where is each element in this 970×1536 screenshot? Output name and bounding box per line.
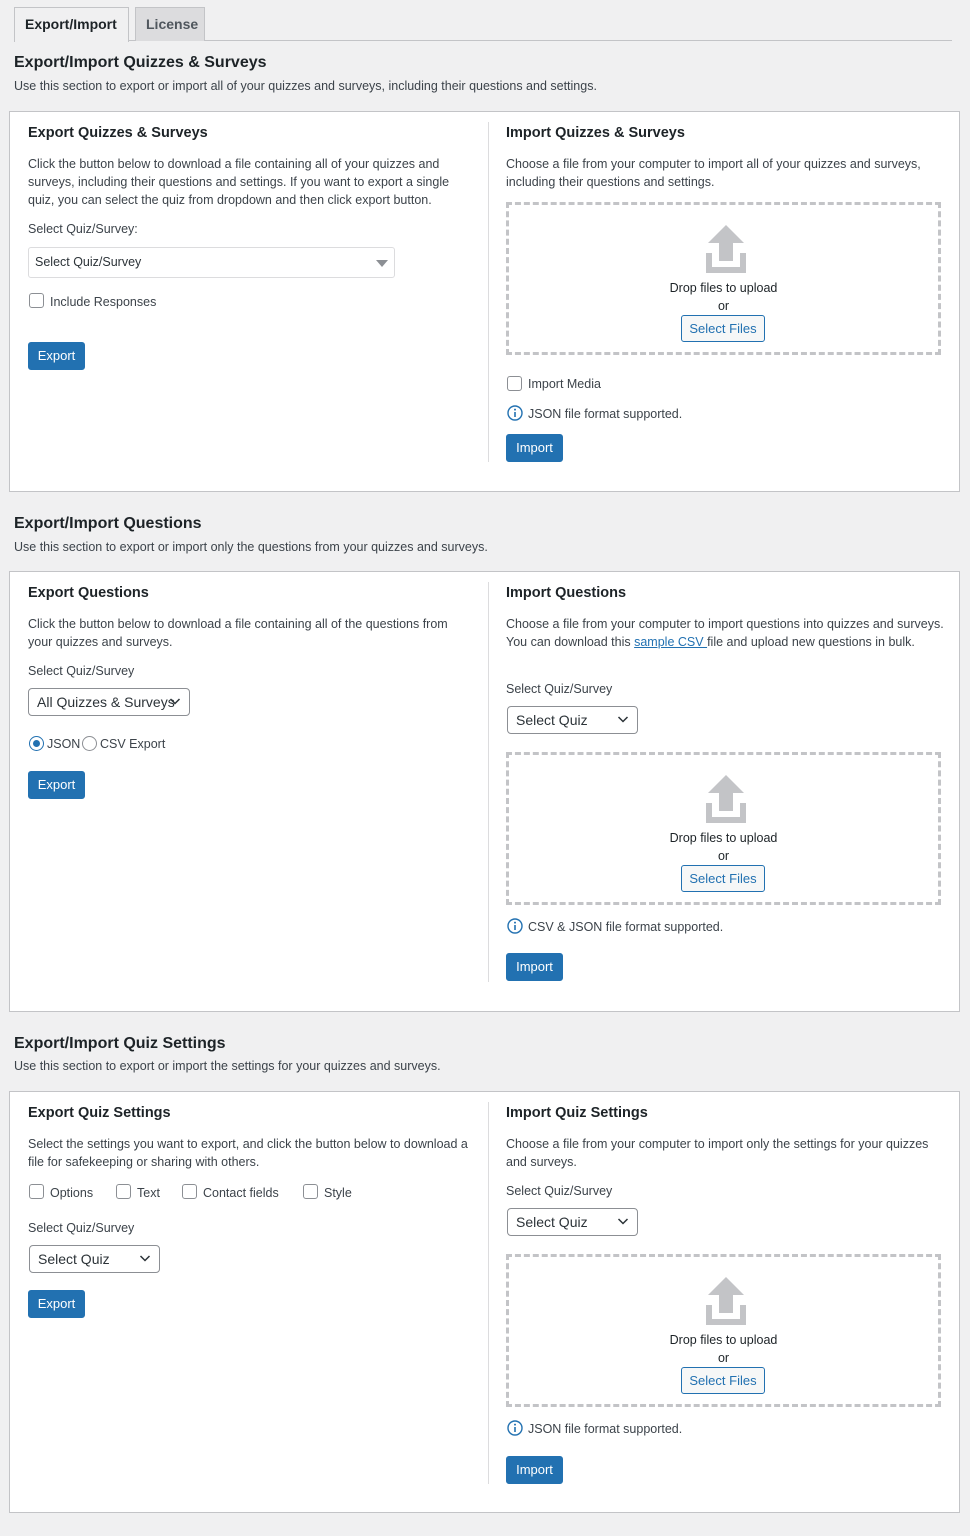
info-icon	[507, 405, 523, 421]
export-settings-desc: Select the settings you want to export, and click the button below to download a file for safekeeping or sharing with others.	[28, 1137, 468, 1169]
upload-icon	[704, 1275, 748, 1327]
export-quizzes-title: Export Quizzes & Surveys	[28, 125, 208, 141]
import-questions-title: Import Questions	[506, 585, 627, 601]
format-note: CSV & JSON file format supported.	[528, 920, 724, 934]
export-questions-desc: Click the button below to download a file containing all of the questions from your quizzes and surveys.	[28, 617, 448, 649]
section-title-settings: Export/Import Quiz Settings	[14, 1035, 226, 1052]
import-questions-desc	[506, 615, 946, 651]
or-text: or	[717, 849, 730, 863]
import-media-checkbox[interactable]	[507, 376, 522, 391]
section-title-questions: Export/Import Questions	[14, 515, 202, 532]
select-files-button[interactable]: Select Files	[681, 1367, 765, 1394]
import-settings-button[interactable]: Import	[506, 1456, 563, 1484]
csv-radio[interactable]	[82, 736, 97, 751]
quiz-survey-select[interactable]	[28, 247, 395, 278]
section-desc-questions: Use this section to export or import only the questions from your quizzes and surveys.	[14, 540, 488, 554]
desc-text: file and upload new questions in bulk.	[707, 635, 915, 649]
json-radio-label: JSON	[47, 737, 81, 751]
style-checkbox[interactable]	[303, 1184, 318, 1199]
section-desc-settings: Use this section to export or import the settings for your quizzes and surveys.	[14, 1059, 441, 1073]
select-value: Select Quiz	[516, 1214, 588, 1230]
select-value: Select Quiz	[38, 1251, 110, 1267]
tab-license[interactable]: License	[135, 7, 205, 41]
dropdown-arrow-icon	[376, 260, 388, 267]
import-settings-title: Import Quiz Settings	[506, 1105, 648, 1121]
csv-radio-label: CSV Export	[100, 737, 166, 751]
questions-panel	[9, 571, 960, 1012]
text-checkbox[interactable]	[116, 1184, 131, 1199]
export-settings-title: Export Quiz Settings	[28, 1105, 171, 1121]
import-questions-button[interactable]: Import	[506, 953, 563, 981]
desc-text: Choose a file from your computer to import questions into quizzes and surveys. You can download this	[506, 617, 944, 649]
or-text: or	[717, 299, 730, 313]
drop-files-text: Drop files to upload	[669, 831, 778, 845]
import-quizzes-title: Import Quizzes & Surveys	[506, 125, 685, 141]
select-quiz-label: Select Quiz/Survey	[506, 1184, 613, 1198]
drop-files-text: Drop files to upload	[669, 281, 778, 295]
select-quiz-label: Select Quiz/Survey	[28, 1221, 135, 1235]
settings-panel	[9, 1091, 960, 1513]
select-value: All Quizzes & Surveys	[37, 694, 175, 710]
contact-fields-label: Contact fields	[203, 1186, 279, 1200]
select-files-button[interactable]: Select Files	[681, 315, 765, 342]
chevron-down-icon	[617, 713, 629, 725]
drop-files-text: Drop files to upload	[669, 1333, 778, 1347]
import-quizzes-desc: Choose a file from your computer to import all of your quizzes and surveys, including their questions and settings.	[506, 157, 921, 189]
include-responses-label: Include Responses	[50, 295, 157, 309]
file-dropzone[interactable]	[506, 1254, 941, 1407]
quizzes-panel	[9, 111, 960, 492]
import-quizzes-button[interactable]: Import	[506, 434, 563, 462]
upload-icon	[704, 223, 748, 275]
import-questions-quiz-select[interactable]	[507, 706, 638, 734]
import-media-label: Import Media	[528, 377, 601, 391]
select-value: Select Quiz/Survey	[35, 255, 142, 269]
format-note: JSON file format supported.	[528, 1422, 683, 1436]
divider	[488, 122, 489, 462]
select-value: Select Quiz	[516, 712, 588, 728]
select-quiz-label: Select Quiz/Survey:	[28, 222, 138, 236]
info-icon	[507, 918, 523, 934]
info-icon	[507, 1420, 523, 1436]
export-questions-title: Export Questions	[28, 585, 149, 601]
settings-quiz-select[interactable]	[29, 1245, 160, 1273]
questions-quiz-select[interactable]	[28, 688, 190, 716]
export-quizzes-button[interactable]: Export	[28, 342, 85, 370]
contact-fields-checkbox[interactable]	[182, 1184, 197, 1199]
style-label: Style	[324, 1186, 352, 1200]
chevron-down-icon	[169, 695, 181, 707]
export-quizzes-desc: Click the button below to download a file containing all of your quizzes and surveys, including their questions and settings. If you want to export a single quiz, you can select the quiz from dropdown and then click export button.	[28, 157, 450, 207]
tab-bar	[14, 7, 952, 41]
import-settings-quiz-select[interactable]	[507, 1208, 638, 1236]
export-settings-button[interactable]: Export	[28, 1290, 85, 1318]
divider	[488, 1102, 489, 1484]
section-title-quizzes: Export/Import Quizzes & Surveys	[14, 54, 267, 71]
file-dropzone[interactable]	[506, 752, 941, 905]
or-text: or	[717, 1351, 730, 1365]
export-questions-button[interactable]: Export	[28, 771, 85, 799]
options-label: Options	[50, 1186, 94, 1200]
sample-csv-link[interactable]: sample CSV	[634, 635, 708, 649]
select-quiz-label: Select Quiz/Survey	[28, 664, 135, 678]
select-quiz-label: Select Quiz/Survey	[506, 682, 613, 696]
json-radio[interactable]	[29, 736, 44, 751]
upload-icon	[704, 773, 748, 825]
format-note: JSON file format supported.	[528, 407, 683, 421]
include-responses-checkbox[interactable]	[29, 293, 44, 308]
section-desc-quizzes: Use this section to export or import all of your quizzes and surveys, including their questions and settings.	[14, 79, 597, 93]
file-dropzone[interactable]	[506, 202, 941, 355]
chevron-down-icon	[139, 1252, 151, 1264]
divider	[488, 582, 489, 982]
tab-export-import[interactable]: Export/Import	[14, 7, 129, 42]
select-files-button[interactable]: Select Files	[681, 865, 765, 892]
options-checkbox[interactable]	[29, 1184, 44, 1199]
chevron-down-icon	[617, 1215, 629, 1227]
text-label: Text	[137, 1186, 160, 1200]
import-settings-desc: Choose a file from your computer to import only the settings for your quizzes and surveys.	[506, 1137, 929, 1169]
